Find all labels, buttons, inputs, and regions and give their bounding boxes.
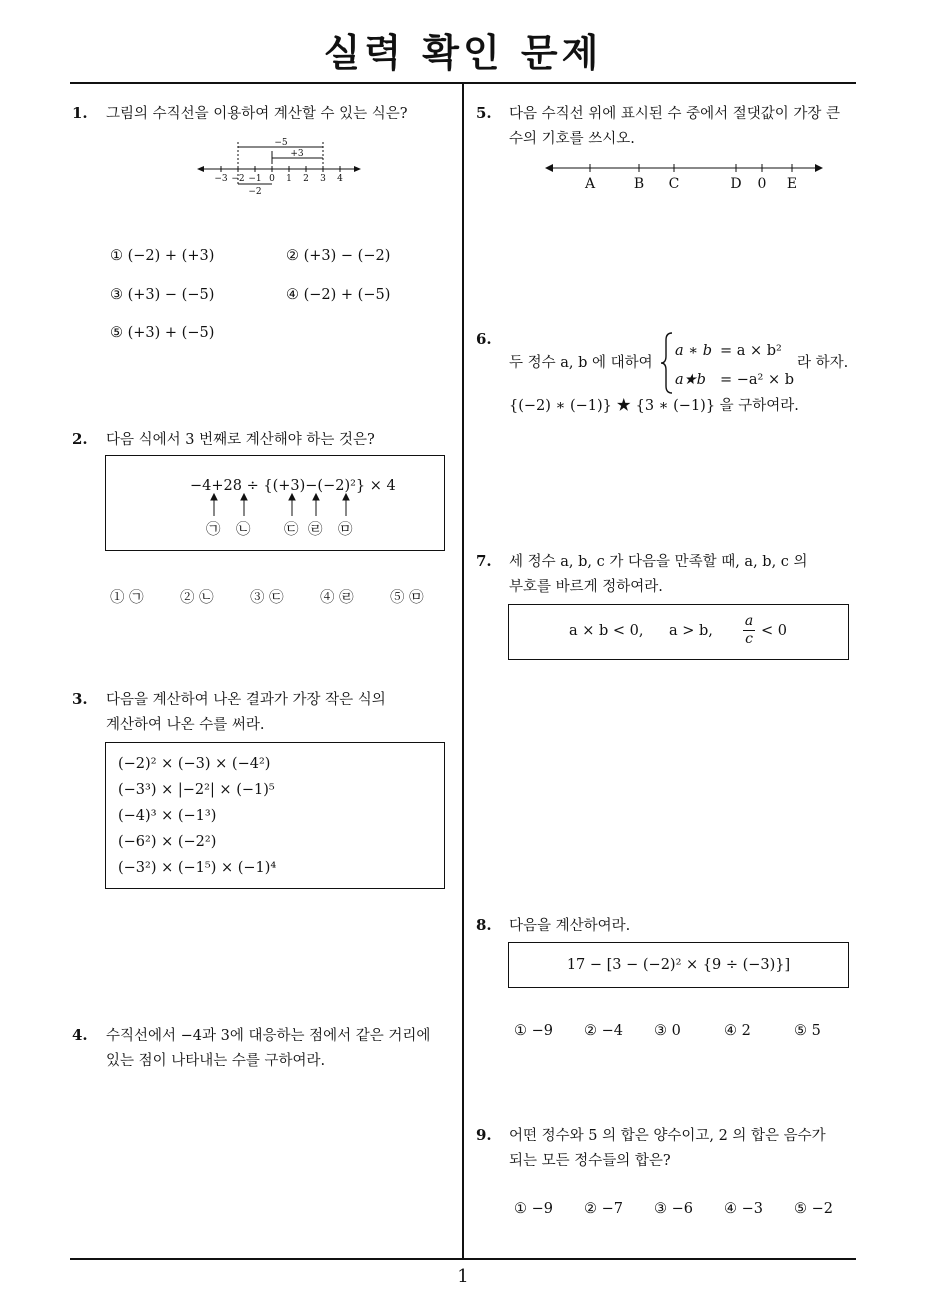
q2-marker: ㉠ bbox=[206, 522, 221, 538]
q8-choice-4[interactable]: ④ 2 bbox=[724, 1023, 751, 1039]
q3-text-line1: 다음을 계산하여 나온 결과가 가장 작은 식의 bbox=[106, 692, 386, 708]
q1-tick-label: 4 bbox=[337, 174, 343, 184]
q1-arrow-label-mid: +3 bbox=[290, 149, 304, 159]
q2-text: 다음 식에서 3 번째로 계산해야 하는 것은? bbox=[106, 432, 375, 448]
q9-text-line2: 되는 모든 정수들의 합은? bbox=[509, 1153, 671, 1169]
q7-condition-3: < 0 bbox=[761, 623, 787, 639]
q8-text: 다음을 계산하여라. bbox=[509, 918, 631, 934]
q1-arrow-label-bottom: −2 bbox=[248, 187, 262, 197]
q2-marker: ㉡ bbox=[236, 522, 251, 538]
q1-choice-4[interactable]: ④ (−2) + (−5) bbox=[286, 287, 391, 303]
q5-text-line2: 수의 기호를 쓰시오. bbox=[509, 131, 635, 147]
q6-text-line2: {(−2) ∗ (−1)} ★ {3 ∗ (−1)} 을 구하여라. bbox=[509, 398, 799, 414]
q8-expression: 17 − [3 − (−2)² × {9 ÷ (−3)}] bbox=[566, 957, 791, 973]
q5-point-label: E bbox=[786, 176, 798, 192]
q5-point-label: D bbox=[730, 176, 742, 192]
q3-expression: (−3²) × (−1⁵) × (−1)⁴ bbox=[118, 860, 277, 876]
q3-expression: (−3³) × |−2²| × (−1)⁵ bbox=[118, 782, 275, 798]
q4-number: 4. bbox=[72, 1026, 88, 1044]
q5-point-label: B bbox=[633, 176, 645, 192]
q8-choice-2[interactable]: ② −4 bbox=[584, 1023, 623, 1039]
q7-fraction-numerator: a bbox=[744, 613, 754, 629]
q5-number-line-figure bbox=[543, 156, 825, 196]
q6-text-post: 라 하자. bbox=[797, 355, 849, 371]
q8-choice-5[interactable]: ⑤ 5 bbox=[794, 1023, 821, 1039]
q9-choice-4[interactable]: ④ −3 bbox=[724, 1201, 763, 1217]
q8-choice-3[interactable]: ③ 0 bbox=[654, 1023, 681, 1039]
q4-text-line2: 있는 점이 나타내는 수를 구하여라. bbox=[106, 1053, 326, 1069]
q9-choice-5[interactable]: ⑤ −2 bbox=[794, 1201, 833, 1217]
q2-choice-4[interactable]: ④ ㉣ bbox=[320, 590, 354, 606]
q9-choice-1[interactable]: ① −9 bbox=[514, 1201, 553, 1217]
q7-text-line2: 부호를 바르게 정하여라. bbox=[509, 579, 663, 595]
q2-marker-arrows bbox=[106, 492, 444, 520]
q2-choice-1[interactable]: ① ㉠ bbox=[110, 590, 144, 606]
q1-arrow-label-top: −5 bbox=[274, 138, 288, 148]
q2-choice-3[interactable]: ③ ㉢ bbox=[250, 590, 284, 606]
q5-point-label: C bbox=[668, 176, 680, 192]
q6-def1-left: a ∗ b bbox=[675, 343, 713, 359]
q8-number: 8. bbox=[476, 916, 492, 934]
q1-number-line-figure bbox=[195, 134, 365, 198]
q1-choice-3[interactable]: ③ (+3) − (−5) bbox=[110, 287, 215, 303]
q4-text-line1: 수직선에서 −4과 3에 대응하는 점에서 같은 거리에 bbox=[106, 1028, 431, 1044]
q9-choice-2[interactable]: ② −7 bbox=[584, 1201, 623, 1217]
q1-tick-label: 1 bbox=[286, 174, 292, 184]
q2-marker: ㉣ bbox=[308, 522, 323, 538]
q9-number: 9. bbox=[476, 1126, 492, 1144]
q1-tick-label: −1 bbox=[248, 174, 262, 184]
q6-def2-right: = −a² × b bbox=[720, 372, 795, 388]
q8-expression-box bbox=[508, 942, 849, 988]
q6-def2-left: a★b bbox=[675, 372, 706, 388]
q3-expression-box bbox=[105, 742, 445, 889]
q1-tick-label: 3 bbox=[320, 174, 326, 184]
q6-number: 6. bbox=[476, 330, 492, 348]
q5-text-line1: 다음 수직선 위에 표시된 수 중에서 절댓값이 가장 큰 bbox=[509, 106, 841, 122]
q7-condition-2: a > b, bbox=[669, 623, 713, 639]
q6-definition-brace bbox=[660, 332, 674, 394]
q1-number: 1. bbox=[72, 104, 88, 122]
q5-point-label: A bbox=[584, 176, 596, 192]
q5-number: 5. bbox=[476, 104, 492, 122]
q3-expression: (−4)³ × (−1³) bbox=[118, 808, 217, 824]
page-number: 1 bbox=[457, 1266, 469, 1287]
q1-tick-label: 0 bbox=[269, 174, 275, 184]
q9-text-line1: 어떤 정수와 5 의 합은 양수이고, 2 의 합은 음수가 bbox=[509, 1128, 826, 1144]
q7-number: 7. bbox=[476, 552, 492, 570]
q2-choice-5[interactable]: ⑤ ㉤ bbox=[390, 590, 424, 606]
column-divider bbox=[462, 83, 464, 1258]
q3-text-line2: 계산하여 나온 수를 써라. bbox=[106, 717, 265, 733]
q3-expression: (−6²) × (−2²) bbox=[118, 834, 217, 850]
q1-choice-1[interactable]: ① (−2) + (+3) bbox=[110, 248, 215, 264]
q6-def1-right: = a × b² bbox=[720, 343, 782, 359]
q3-number: 3. bbox=[72, 690, 88, 708]
q5-point-label: 0 bbox=[757, 176, 767, 192]
q2-expression: −4+28 ÷ {(+3)−(−2)²} × 4 bbox=[190, 478, 396, 494]
bottom-rule bbox=[70, 1258, 856, 1260]
q1-choice-5[interactable]: ⑤ (+3) + (−5) bbox=[110, 325, 215, 341]
q1-tick-label: −3 bbox=[214, 174, 228, 184]
q2-marker: ㉤ bbox=[338, 522, 353, 538]
q7-condition-1: a × b < 0, bbox=[569, 623, 644, 639]
q2-number: 2. bbox=[72, 430, 88, 448]
q1-choice-2[interactable]: ② (+3) − (−2) bbox=[286, 248, 391, 264]
q2-choice-2[interactable]: ② ㉡ bbox=[180, 590, 214, 606]
q6-text-pre: 두 정수 a, b 에 대하여 bbox=[509, 355, 653, 371]
page-title: 실력 확인 문제 bbox=[323, 31, 603, 75]
q3-expression: (−2)² × (−3) × (−4²) bbox=[118, 756, 271, 772]
q7-fraction bbox=[743, 613, 755, 648]
q1-text: 그림의 수직선을 이용하여 계산할 수 있는 식은? bbox=[106, 106, 408, 122]
q8-choice-1[interactable]: ① −9 bbox=[514, 1023, 553, 1039]
q2-marker: ㉢ bbox=[284, 522, 299, 538]
q1-tick-label: −2 bbox=[231, 174, 245, 184]
q7-text-line1: 세 정수 a, b, c 가 다음을 만족할 때, a, b, c 의 bbox=[509, 554, 808, 570]
q7-condition-box bbox=[508, 604, 849, 660]
q7-fraction-denominator: c bbox=[745, 631, 753, 647]
q2-expression-box bbox=[105, 455, 445, 551]
q1-tick-label: 2 bbox=[303, 174, 309, 184]
q9-choice-3[interactable]: ③ −6 bbox=[654, 1201, 693, 1217]
